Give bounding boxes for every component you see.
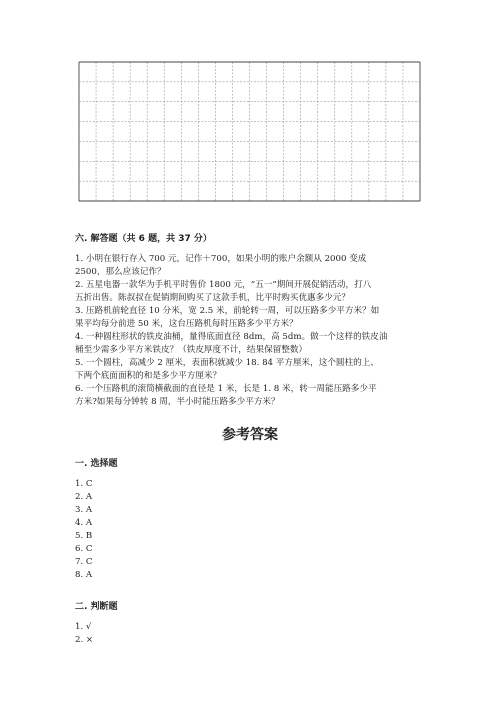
answer-item: 2. × bbox=[75, 635, 94, 645]
question-5-line-1: 5. 一个圆柱，高减少 2 厘米，表面积就减少 18. 84 平方厘米，这个圆柱的上、 bbox=[75, 358, 379, 368]
question-6 bbox=[75, 383, 431, 410]
answer-item: 6. C bbox=[75, 544, 93, 554]
question-4 bbox=[75, 331, 431, 358]
writing-grid bbox=[78, 61, 421, 202]
answers-part1-list bbox=[75, 478, 93, 582]
answer-item: 7. C bbox=[75, 557, 93, 567]
question-5-line-2: 下两个底面面积的和是多少平方厘米？ bbox=[75, 371, 222, 382]
question-2 bbox=[75, 279, 431, 306]
answer-item: 4. A bbox=[75, 518, 93, 528]
answers-title: 参考答案 bbox=[222, 427, 278, 443]
question-1-line-1: 1. 小明在银行存入 700 元，记作＋700，如果小明的账户余额从 2000 变成 bbox=[75, 254, 367, 264]
answer-item: 1. C bbox=[75, 479, 93, 489]
question-1-line-2: 2500，那么应该记作？ bbox=[75, 267, 166, 278]
question-2-line-1: 2. 五星电器一款华为手机平时售价 1800 元，“五一”期间开展促销活动，打八 bbox=[75, 280, 372, 290]
answers-part2-title: 二. 判断题 bbox=[75, 602, 118, 612]
question-4-line-1: 4. 一种圆柱形状的铁皮油桶，量得底面直径 8dm，高 5dm。做一个这样的铁皮油 bbox=[75, 332, 388, 342]
answer-item: 5. B bbox=[75, 531, 93, 541]
question-6-line-2: 方米?如果每分钟转 8 周，半小时能压路多少平方米？ bbox=[75, 397, 280, 408]
question-3 bbox=[75, 305, 431, 332]
answer-item: 1. √ bbox=[75, 622, 92, 632]
question-3-line-2: 果平均每分前进 50 米，这台压路机每时压路多少平方米？ bbox=[75, 319, 298, 330]
section-title-answer-questions: 六. 解答题（共 6 题，共 37 分） bbox=[75, 234, 212, 244]
question-2-line-2: 五折出售。陈叔叔在促销期间购买了这款手机，比平时购买优惠多少元？ bbox=[75, 293, 351, 304]
answers-part1-title: 一. 选择题 bbox=[75, 459, 118, 469]
question-3-line-1: 3. 压路机前轮直径 10 分米，宽 2.5 米，前轮转一周，可以压路多少平方米？如 bbox=[75, 306, 380, 316]
answers-part2-list bbox=[75, 621, 93, 647]
question-6-line-1: 6. 一个压路机的滚筒横截面的直径是 1 米，长是 1. 8 米，转一周能压路多少平 bbox=[75, 384, 377, 394]
answer-item: 2. A bbox=[75, 492, 93, 502]
answer-item: 8. A bbox=[75, 570, 93, 580]
question-4-line-2: 桶至少需多少平方米铁皮？（铁皮厚度不计，结果保留整数） bbox=[75, 345, 308, 356]
answer-item: 3. A bbox=[75, 505, 93, 515]
question-5 bbox=[75, 357, 431, 384]
question-1 bbox=[75, 253, 431, 280]
